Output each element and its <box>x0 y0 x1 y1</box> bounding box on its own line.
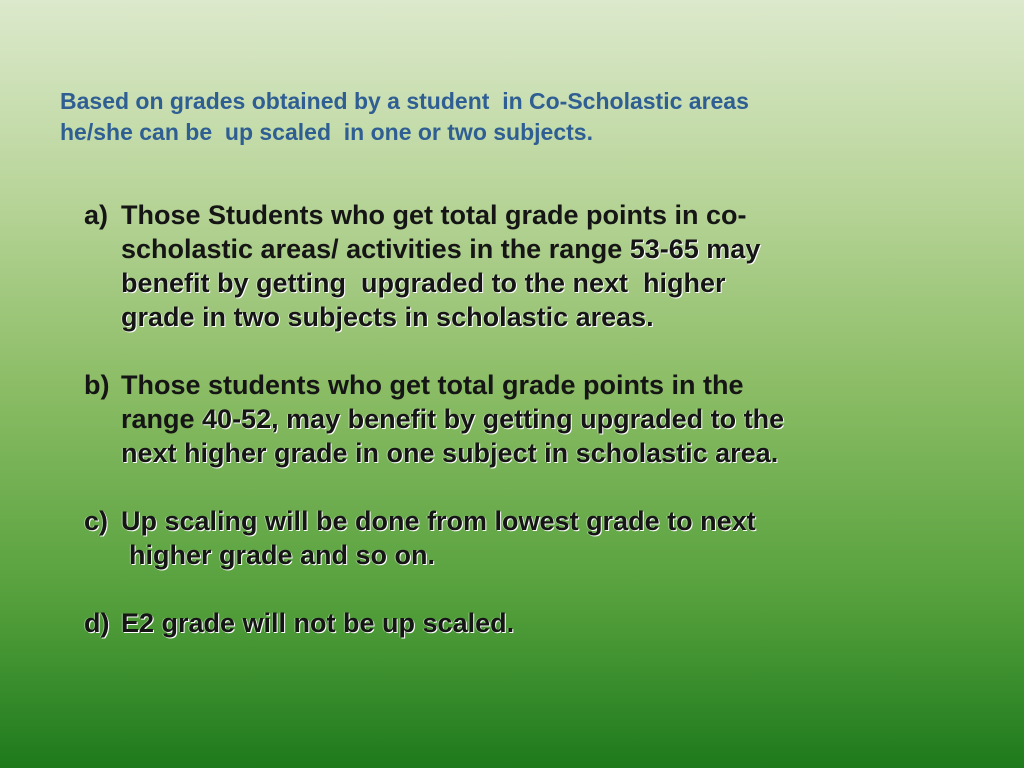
heading-line: he/she can be up scaled in one or two subjects. <box>60 119 593 145</box>
point-emphasis-line: next higher grade in one subject in scholastic area. <box>121 438 779 468</box>
point-marker: a) <box>84 200 109 230</box>
point-marker: d) <box>84 608 110 638</box>
point-line: Those Students who get total grade points in co- <box>121 200 747 230</box>
point-line <box>121 232 984 266</box>
point-emphasis-line: higher grade and so on. <box>129 540 436 570</box>
point-b <box>84 368 984 470</box>
slide-heading <box>60 86 980 148</box>
point-body <box>121 368 984 470</box>
point-line <box>121 402 984 436</box>
point-emphasis: 40-52, may benefit by getting upgraded to the <box>202 404 785 434</box>
point-emphasis-line: grade in two subjects in scholastic areas. <box>121 302 654 332</box>
point-emphasis-line: Up scaling will be done from lowest grade to next <box>121 506 756 536</box>
point-emphasis-line: benefit by getting upgraded to the next higher <box>121 268 726 298</box>
point-c <box>84 504 984 572</box>
point-body <box>121 504 984 572</box>
point-emphasis-line: E2 grade will not be up scaled. <box>121 608 515 638</box>
point-a <box>84 198 984 334</box>
point-list <box>84 198 984 674</box>
point-text: scholastic areas/ activities in the range <box>121 234 630 264</box>
point-d <box>84 606 984 640</box>
point-marker: c) <box>84 506 109 536</box>
point-text: range <box>121 404 203 434</box>
point-emphasis: 53-65 may <box>629 234 761 264</box>
point-body <box>121 198 984 334</box>
point-marker: b) <box>84 370 110 400</box>
heading-line: Based on grades obtained by a student in Co-Scholastic areas <box>60 88 749 114</box>
point-line: Those students who get total grade points in the <box>121 370 744 400</box>
point-body <box>121 606 984 640</box>
